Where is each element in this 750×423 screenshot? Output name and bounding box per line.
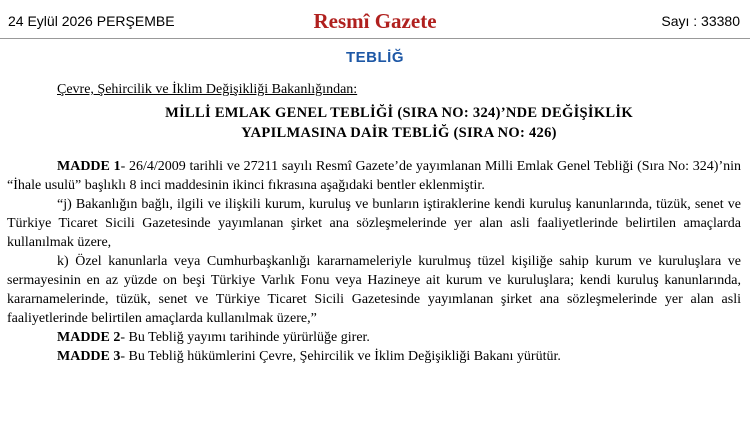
article-1-text: - 26/4/2009 tarihli ve 27211 sayılı Resmî Gazete’de yayımlanan Milli Emlak Genel Tebliği (Sıra No: 324)’nin “İhale usulü” başlıklı 8 inci maddesinin ikinci fıkrasına aşağıdaki bentler eklenmiştir. xyxy=(7,159,741,193)
document-body xyxy=(7,80,741,366)
article-3 xyxy=(57,347,741,366)
clause-j: “j) Bakanlığın bağlı, ilgili ve ilişkili kurum, kuruluş ve bunların iştiraklerine kendi kuruluş kanunlarında, tüzük, senet ve Türkiye Ticaret Sicili Gazetesinde yayımlanan şirket ana sözleşmelerinde yer alan asli faaliyetlerinde belirtilen amaçlarda kullanılmak üzere, xyxy=(7,197,741,250)
article-3-text: - Bu Tebliğ hükümlerini Çevre, Şehircilik ve İklim Değişikliği Bakanı yürütür. xyxy=(120,349,561,364)
section-title: TEBLİĞ xyxy=(346,49,404,66)
article-1 xyxy=(7,157,741,195)
article-2-label: MADDE 2 xyxy=(57,330,121,345)
header-divider xyxy=(0,38,750,39)
gazette-title: Resmî Gazete xyxy=(313,9,437,33)
document-title xyxy=(57,103,741,143)
article-1-label: MADDE 1 xyxy=(57,159,121,174)
clause-k: k) Özel kanunlarla veya Cumhurbaşkanlığı kararnameleriyle kurulmuş tüzel kişiliğe sahip kurum ve kuruluşlara ve sermayesinin en az yüzde on beşi Türkiye Varlık Fonu veya Hazineye ait kurum ve kuruluşlara; kendi kuruluş kanunlarında, kararnamelerinde, tüzük, senet ve Türkiye Ticaret Sicili Gazetesinde yayımlanan şirket ana sözleşmelerinde yer alan asli faaliyetlerinde belirtilen amaçlarda kullanılmak üzere,” xyxy=(7,254,741,326)
gazette-header xyxy=(0,0,750,40)
article-2 xyxy=(57,328,741,347)
document-title-line-1: MİLLİ EMLAK GENEL TEBLİĞİ (SIRA NO: 324)’NDE DEĞİŞİKLİK xyxy=(165,105,633,121)
publication-date: 24 Eylül 2026 PERŞEMBE xyxy=(8,13,175,29)
document-title-line-2: YAPILMASINA DAİR TEBLİĞ (SIRA NO: 426) xyxy=(241,125,557,141)
issue-number: Sayı : 33380 xyxy=(661,13,740,29)
article-2-text: - Bu Tebliğ yayımı tarihinde yürürlüğe girer. xyxy=(120,330,370,345)
ministry-name: Çevre, Şehircilik ve İklim Değişikliği Bakanlığından: xyxy=(57,82,358,97)
article-3-label: MADDE 3 xyxy=(57,349,121,364)
